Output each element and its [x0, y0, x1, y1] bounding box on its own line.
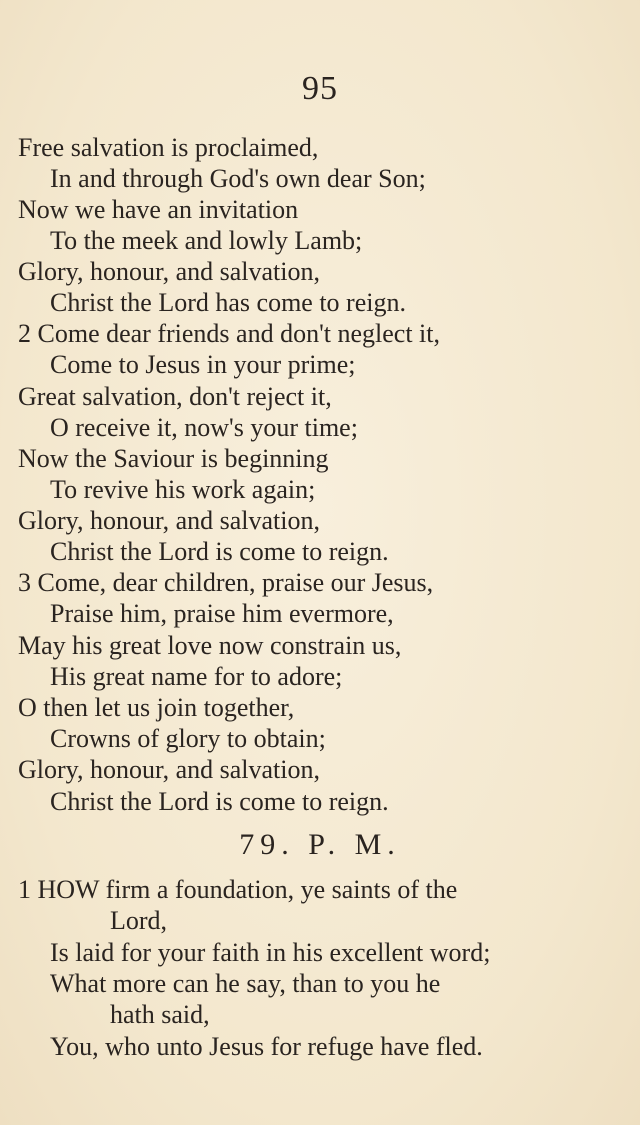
- hymn-line: Now we have an invitation: [18, 195, 299, 224]
- hymn-line: Glory, honour, and salvation,: [18, 257, 320, 286]
- hymn-line: To the meek and lowly Lamb;: [50, 226, 363, 255]
- hymn-line: Christ the Lord is come to reign.: [50, 537, 389, 566]
- hymn-line: You, who unto Jesus for refuge have fled.: [50, 1032, 483, 1061]
- hymn-line: May his great love now constrain us,: [18, 631, 402, 660]
- hymn-line: 2 Come dear friends and don't neglect it,: [18, 319, 441, 348]
- hymn-line: Christ the Lord is come to reign.: [50, 787, 389, 816]
- hymn-line: To revive his work again;: [50, 475, 316, 504]
- hymn-line: 1 HOW firm a foundation, ye saints of the: [18, 875, 458, 904]
- hymn-line: Lord,: [110, 906, 168, 935]
- hymn-line: Glory, honour, and salvation,: [18, 506, 320, 535]
- page-number: 95: [302, 70, 338, 107]
- hymn-line: Christ the Lord has come to reign.: [50, 288, 406, 317]
- hymn-line: hath said,: [110, 1000, 210, 1029]
- hymn-line: Crowns of glory to obtain;: [50, 724, 326, 753]
- hymn-line: What more can he say, than to you he: [50, 969, 441, 998]
- hymn-line: Great salvation, don't reject it,: [18, 382, 332, 411]
- hymn-line: Praise him, praise him evermore,: [50, 599, 394, 628]
- hymn-title: 79. P. M.: [239, 828, 401, 861]
- hymn-line: Free salvation is proclaimed,: [18, 133, 319, 162]
- hymn-line: Glory, honour, and salvation,: [18, 755, 320, 784]
- hymn-line: O then let us join together,: [18, 693, 295, 722]
- hymn-line: Come to Jesus in your prime;: [50, 350, 356, 379]
- hymn-line: In and through God's own dear Son;: [50, 164, 426, 193]
- hymn-line: 3 Come, dear children, praise our Jesus,: [18, 568, 434, 597]
- hymn-line: Now the Saviour is beginning: [18, 444, 329, 473]
- hymn-line: His great name for to adore;: [50, 662, 343, 691]
- hymn-line: O receive it, now's your time;: [50, 413, 358, 442]
- hymn-line: Is laid for your faith in his excellent word;: [50, 938, 491, 967]
